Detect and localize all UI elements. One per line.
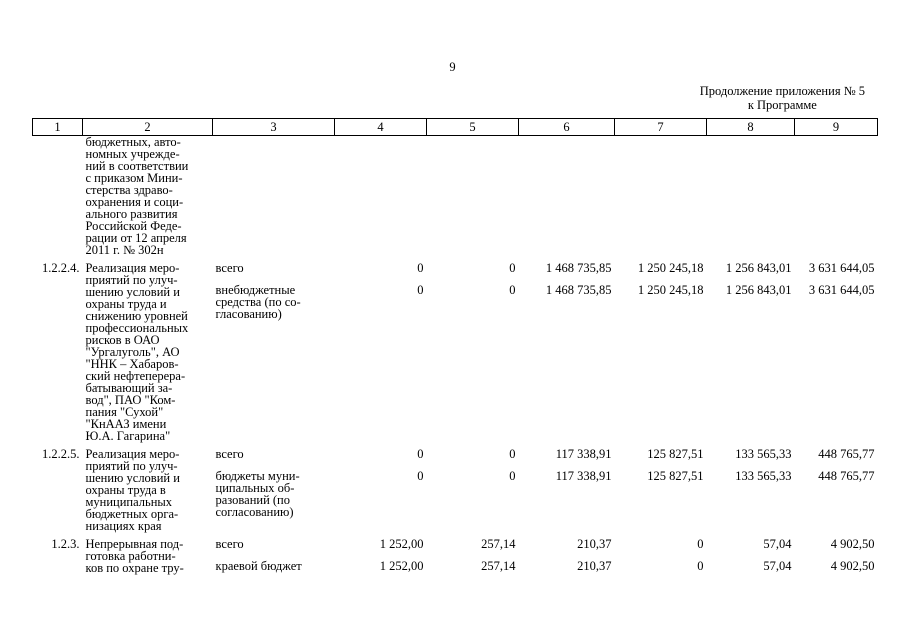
value-cell-9: [795, 538, 878, 582]
row-name-line: Непрерывная под-: [85, 537, 184, 551]
row-name-line: Реализация меро-: [85, 447, 180, 461]
header-row: [33, 119, 878, 136]
row-name-line: охраны труда в: [85, 483, 166, 497]
row-name-line: рации от 12 апреля: [85, 231, 187, 245]
value: 1 256 843,01: [725, 261, 792, 275]
row-name-line: стерства здраво-: [85, 183, 173, 197]
row-name: [83, 136, 213, 257]
source-label-line: согласованию): [215, 505, 294, 519]
value: 448 765,77: [818, 447, 875, 461]
value-cell-5: [427, 538, 519, 582]
row-name-line: бюджетных, авто-: [85, 135, 181, 149]
row-code: 1.2.3.: [51, 537, 80, 551]
value: 0: [417, 469, 424, 483]
row-name-line: низациях края: [85, 519, 162, 533]
row-name-line: ального развития: [85, 207, 178, 221]
header-cell: 7: [615, 119, 707, 136]
row-name-line: пания "Сухой": [85, 405, 164, 419]
value: 4 902,50: [830, 559, 875, 573]
value-cell-5: [427, 136, 519, 257]
value: 0: [509, 283, 516, 297]
value: 1 256 843,01: [725, 283, 792, 297]
source-label-line: всего: [215, 261, 244, 275]
row-name-line: 2011 г. № 302н: [85, 243, 164, 257]
value: 0: [417, 283, 424, 297]
appendix-line-1: Продолжение приложения № 5: [699, 84, 865, 98]
row-name-line: с приказом Мини-: [85, 171, 183, 185]
row-name-line: бюджетных орга-: [85, 507, 179, 521]
value: 1 250 245,18: [637, 283, 704, 297]
source-label: [216, 470, 332, 518]
value-cell-4: [335, 262, 427, 442]
row-name-line: "Ургалуголь", АО: [85, 345, 180, 359]
row-code: 1.2.2.4.: [42, 261, 80, 275]
row-name-line: вод", ПАО "Ком-: [85, 393, 176, 407]
value: 57,04: [763, 559, 792, 573]
source-label: [216, 448, 332, 470]
row-name-line: шению условий и: [85, 285, 180, 299]
value: 0: [417, 447, 424, 461]
table-row: [33, 448, 878, 532]
row-name-line: номных учрежде-: [85, 147, 180, 161]
value-cell-6: [519, 448, 615, 532]
source-label: [216, 262, 332, 284]
row-name-line: профессиональных: [85, 321, 189, 335]
row-name-line: шению условий и: [85, 471, 180, 485]
value: 125 827,51: [647, 447, 704, 461]
value-cell-4: [335, 448, 427, 532]
value: 1 252,00: [379, 537, 424, 551]
source-label-line: бюджеты муни-: [215, 469, 300, 483]
value-cell-8: [707, 136, 795, 257]
value: 0: [509, 261, 516, 275]
value: 0: [697, 559, 704, 573]
appendix-note: [700, 84, 865, 112]
row-name-line: батывающий за-: [85, 381, 173, 395]
value-cell-6: [519, 538, 615, 582]
header-cell: 9: [795, 119, 878, 136]
header-cell: 6: [519, 119, 615, 136]
value: 0: [697, 537, 704, 551]
value: 3 631 644,05: [808, 283, 875, 297]
value-cell-7: [615, 538, 707, 582]
row-name-line: "КнААЗ имени: [85, 417, 167, 431]
header-cell: 8: [707, 119, 795, 136]
row-name-line: "ННК – Хабаров-: [85, 357, 179, 371]
source-label: [216, 538, 332, 560]
row-code: [33, 136, 83, 257]
source-label-line: всего: [215, 447, 244, 461]
value-cell-7: [615, 448, 707, 532]
value-cell-4: [335, 538, 427, 582]
value: 1 468 735,85: [545, 261, 612, 275]
value: 0: [417, 261, 424, 275]
value: 57,04: [763, 537, 792, 551]
row-name-line: Реализация меро-: [85, 261, 180, 275]
row-name-line: готовка работни-: [85, 549, 176, 563]
value-cell-9: [795, 448, 878, 532]
value: 0: [509, 469, 516, 483]
table-row: [33, 538, 878, 582]
row-name-line: рисков в ОАО: [85, 333, 160, 347]
row-name-line: ков по охране тру-: [85, 561, 184, 575]
row-sources: [213, 136, 335, 257]
header-cell: 4: [335, 119, 427, 136]
value: 448 765,77: [818, 469, 875, 483]
row-name: [83, 448, 213, 532]
header-cell: 1: [33, 119, 83, 136]
row-name-line: муниципальных: [85, 495, 173, 509]
value: 210,37: [577, 559, 612, 573]
row-sources: [213, 262, 335, 442]
row-name-line: охраны труда и: [85, 297, 167, 311]
row-name: [83, 262, 213, 442]
row-name-line: ский нефтеперера-: [85, 369, 186, 383]
row-name-line: приятий по улуч-: [85, 459, 178, 473]
header-cell: 5: [427, 119, 519, 136]
value-cell-6: [519, 262, 615, 442]
row-name-line: Ю.А. Гагарина": [85, 429, 171, 443]
appendix-line-2: к Программе: [747, 98, 817, 112]
value-cell-6: [519, 136, 615, 257]
source-label-line: краевой бюджет: [215, 559, 302, 573]
header-cell: 2: [83, 119, 213, 136]
source-label-line: внебюджетные: [215, 283, 296, 297]
value: 0: [509, 447, 516, 461]
source-label: [216, 284, 332, 320]
row-name-line: снижению уровней: [85, 309, 188, 323]
value: 1 252,00: [379, 559, 424, 573]
source-label-line: средства (по со-: [215, 295, 301, 309]
value: 257,14: [481, 537, 516, 551]
value: 257,14: [481, 559, 516, 573]
table-body: [33, 136, 878, 583]
value-cell-8: [707, 448, 795, 532]
value-cell-7: [615, 136, 707, 257]
header-cell: 3: [213, 119, 335, 136]
source-label-line: всего: [215, 537, 244, 551]
value: 117 338,91: [555, 447, 612, 461]
row-name: [83, 538, 213, 582]
value: 117 338,91: [555, 469, 612, 483]
value: 1 468 735,85: [545, 283, 612, 297]
row-name-line: охранения и соци-: [85, 195, 184, 209]
value: 3 631 644,05: [808, 261, 875, 275]
value: 210,37: [577, 537, 612, 551]
row-sources: [213, 448, 335, 532]
value-cell-5: [427, 448, 519, 532]
source-label-line: гласованию): [215, 307, 282, 321]
program-table: [32, 118, 878, 582]
value-cell-9: [795, 262, 878, 442]
value-cell-7: [615, 262, 707, 442]
table-row: [33, 136, 878, 257]
value-cell-8: [707, 262, 795, 442]
value: 125 827,51: [647, 469, 704, 483]
value: 133 565,33: [735, 447, 792, 461]
row-sources: [213, 538, 335, 582]
table-row: [33, 262, 878, 442]
source-label-line: разований (по: [215, 493, 290, 507]
source-label: [216, 560, 332, 582]
value-cell-9: [795, 136, 878, 257]
row-name-line: приятий по улуч-: [85, 273, 178, 287]
page-number: 9: [449, 60, 456, 74]
source-label-line: ципальных об-: [215, 481, 295, 495]
value: 133 565,33: [735, 469, 792, 483]
row-code: 1.2.2.5.: [42, 447, 80, 461]
row-name-line: Российской Феде-: [85, 219, 182, 233]
value-cell-8: [707, 538, 795, 582]
value-cell-4: [335, 136, 427, 257]
value-cell-5: [427, 262, 519, 442]
value: 4 902,50: [830, 537, 875, 551]
value: 1 250 245,18: [637, 261, 704, 275]
row-name-line: ний в соответствии: [85, 159, 189, 173]
